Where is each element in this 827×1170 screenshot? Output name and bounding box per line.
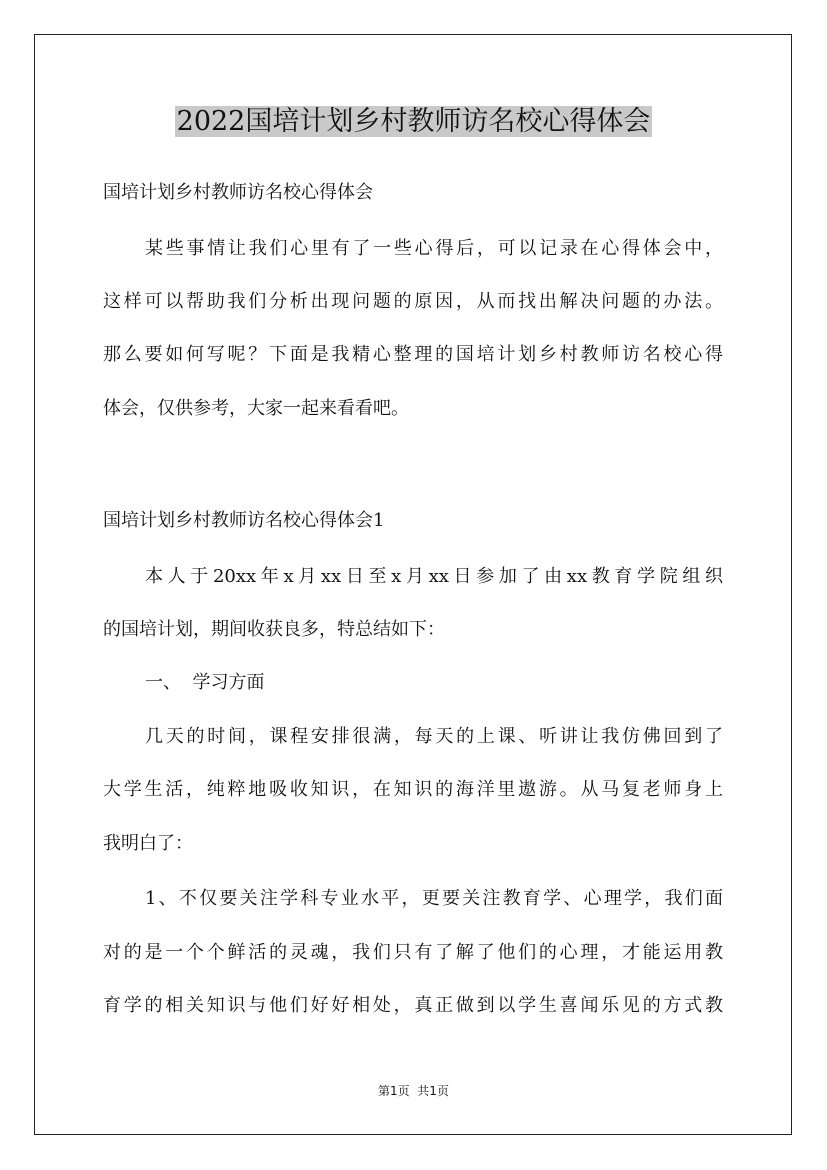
body-line-5: 大学生活，纯粹地吸收知识，在知识的海洋里遨游。从马复老师身上: [103, 779, 723, 800]
body-line-6: 我明白了：: [103, 833, 193, 854]
section-heading-study: 一、 学习方面: [145, 672, 265, 693]
body-line-2: 的国培计划，期间收获良多，特总结如下：: [103, 619, 445, 640]
section-title: 国培计划乡村教师访名校心得体会1: [103, 510, 385, 531]
body-line-9: 育学的相关知识与他们好好相处，真正做到以学生喜闻乐见的方式教: [103, 995, 723, 1016]
intro-line-3: 那么要如何写呢？下面是我精心整理的国培计划乡村教师访名校心得: [103, 344, 723, 365]
document-title: 2022国培计划乡村教师访名校心得体会: [176, 106, 651, 137]
body-line-8: 对的是一个个鲜活的灵魂，我们只有了解了他们的心理，才能运用教: [103, 942, 723, 963]
body-line-4: 几天的时间，课程安排很满，每天的上课、听讲让我仿佛回到了: [145, 726, 723, 747]
body-line-7: 1、不仅要关注学科专业水平，更要关注教育学、心理学，我们面: [145, 888, 723, 909]
intro-line-1: 某些事情让我们心里有了一些心得后，可以记录在心得体会中，: [145, 238, 723, 259]
page-footer: 第1页 共1页: [378, 1084, 449, 1098]
subtitle: 国培计划乡村教师访名校心得体会: [103, 182, 373, 203]
intro-line-2: 这样可以帮助我们分析出现问题的原因，从而找出解决问题的办法。: [103, 291, 723, 312]
intro-line-4: 体会，仅供参考，大家一起来看看吧。: [103, 398, 409, 419]
body-line-1: 本人于20xx年x月xx日至x月xx日参加了由xx教育学院组织: [145, 566, 723, 587]
